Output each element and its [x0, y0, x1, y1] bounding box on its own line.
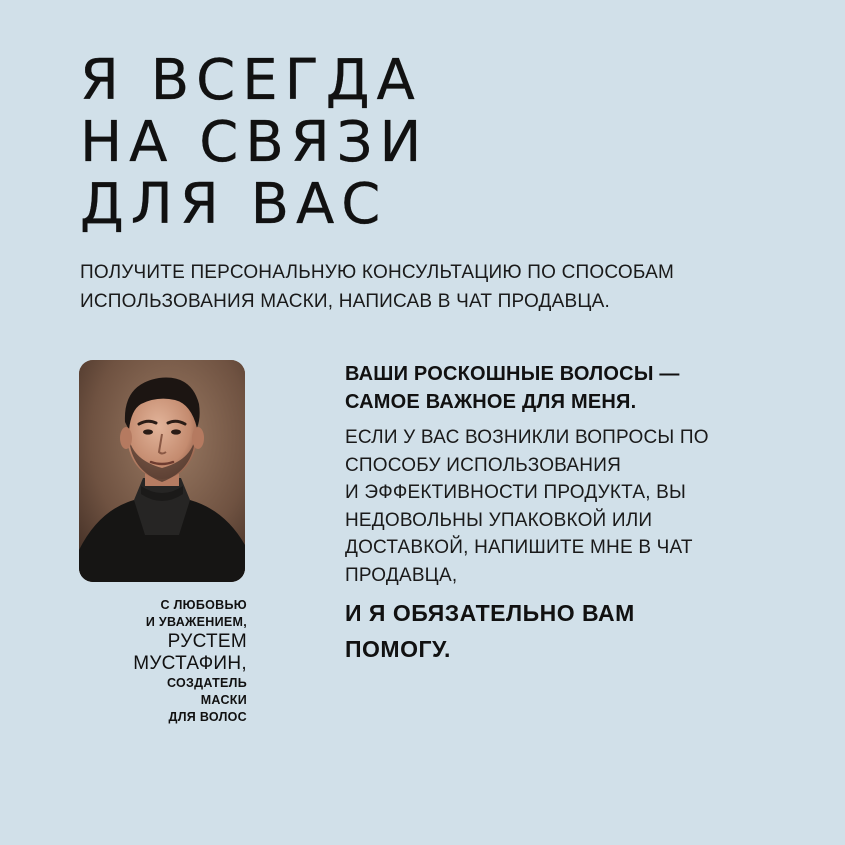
message-lead — [345, 360, 815, 416]
signature-role: ДЛЯ ВОЛОС — [168, 710, 247, 724]
subtitle-line: ПОЛУЧИТЕ ПЕРСОНАЛЬНУЮ КОНСУЛЬТАЦИЮ ПО СПОСОБАМ — [80, 262, 674, 283]
headline — [80, 50, 428, 236]
message-body-line: ДОСТАВКОЙ, НАПИШИТЕ МНЕ В ЧАТ — [345, 537, 693, 558]
message-lead-line: ВАШИ РОСКОШНЫЕ ВОЛОСЫ — — [345, 363, 680, 385]
signature-greeting: И УВАЖЕНИЕМ, — [145, 615, 247, 629]
signature-role: СОЗДАТЕЛЬ — [166, 676, 247, 690]
message-body-line: НЕДОВОЛЬНЫ УПАКОВКОЙ ИЛИ — [345, 509, 653, 531]
headline-line: Я ВСЕГДА — [80, 48, 422, 113]
message-body-line: ЕСЛИ У ВАС ВОЗНИКЛИ ВОПРОСЫ ПО — [345, 427, 709, 448]
headline-line: НА СВЯЗИ — [80, 110, 429, 175]
message-body — [345, 424, 815, 589]
message-closing — [345, 595, 815, 667]
subtitle-line: ИСПОЛЬЗОВАНИЯ МАСКИ, НАПИСАВ В ЧАТ ПРОДАВЦА. — [80, 291, 610, 312]
message-body-line: СПОСОБУ ИСПОЛЬЗОВАНИЯ — [345, 454, 621, 476]
message-lead-line: САМОЕ ВАЖНОЕ ДЛЯ МЕНЯ. — [345, 391, 637, 413]
signature — [60, 597, 247, 726]
founder-message — [345, 360, 815, 667]
subtitle — [80, 258, 780, 316]
signature-role: МАСКИ — [200, 693, 247, 707]
message-body-line: И ЭФФЕКТИВНОСТИ ПРОДУКТА, ВЫ — [345, 482, 687, 503]
portrait-illustration — [79, 360, 245, 582]
signature-greeting: С ЛЮБОВЬЮ — [160, 598, 247, 612]
message-body-line: ПРОДАВЦА, — [345, 564, 458, 586]
signature-name: МУСТАФИН, — [133, 653, 247, 674]
message-closing-line: И Я ОБЯЗАТЕЛЬНО ВАМ — [345, 600, 635, 626]
headline-line: ДЛЯ ВАС — [80, 172, 388, 237]
founder-portrait-photo — [79, 360, 245, 582]
message-closing-line: ПОМОГУ. — [345, 636, 451, 662]
signature-name: РУСТЕМ — [167, 631, 247, 652]
